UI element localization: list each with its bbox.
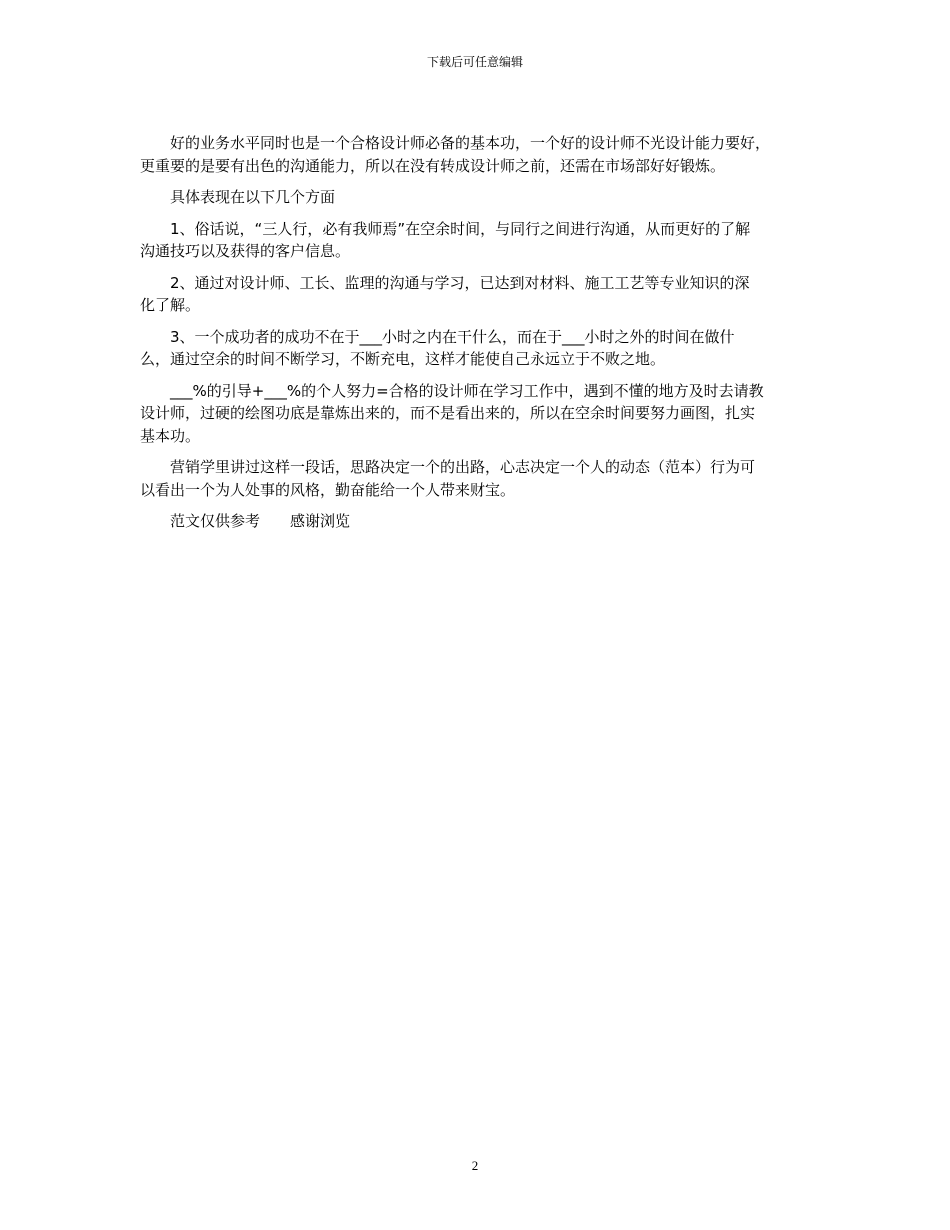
- paragraph-line: 基本功。: [140, 426, 201, 445]
- paragraph-point-1: [140, 218, 812, 263]
- paragraph-line: 么，通过空余的时间不断学习，不断充电，这样才能使自己永远立于不败之地。: [140, 350, 666, 368]
- paragraph-line: 具体表现在以下几个方面: [170, 188, 336, 206]
- paragraph-line: 设计师，过硬的绘图功底是靠炼出来的，而不是看出来的，所以在空余时间要努力画图，扎实: [140, 404, 756, 422]
- page-header: 下载后可任意编辑: [426, 55, 523, 69]
- paragraph-marketing-quote: [140, 456, 812, 501]
- paragraph-line: 营销学里讲过这样一段话，思路决定一个的出路，心志决定一个人的动态（范本）行为可: [170, 458, 756, 476]
- document-body: [140, 132, 812, 542]
- paragraph-line: 2、通过对设计师、工长、监理的沟通与学习，已达到对材料、施工工艺等专业知识的深: [170, 273, 750, 292]
- paragraph-line: 更重要的是要有出色的沟通能力，所以在没有转成设计师之前，还需在市场部好好锻炼。: [140, 156, 726, 175]
- paragraph-line: 1、俗话说，“三人行，必有我师焉”在空余时间，与同行之间进行沟通，从而更好的了解: [170, 219, 751, 238]
- page-number: 2: [471, 1158, 479, 1173]
- paragraph-basic-skills: [140, 132, 812, 177]
- closing-note-reference: 范文仅供参考: [170, 512, 261, 530]
- paragraph-guidance-effort: [140, 380, 812, 448]
- paragraph-point-3: [140, 326, 812, 371]
- paragraph-line: 沟通技巧以及获得的客户信息。: [140, 242, 351, 260]
- paragraph-line: ___%的引导+___%的个人努力=合格的设计师在学习工作中，遇到不懂的地方及时去请教: [170, 381, 764, 400]
- closing-note-thanks: 感谢浏览: [290, 512, 351, 530]
- paragraph-line: 好的业务水平同时也是一个合格设计师必备的基本功，一个好的设计师不光设计能力要好，: [170, 134, 771, 152]
- paragraph-line: 3、一个成功者的成功不在于___小时之内在干什么，而在于___小时之外的时间在做什: [170, 327, 735, 346]
- paragraph-aspects-intro: [140, 186, 812, 209]
- paragraph-line: 以看出一个为人处事的风格，勤奋能给一个人带来财宝。: [140, 480, 516, 499]
- paragraph-point-2: [140, 272, 812, 317]
- paragraph-line: 化了解。: [140, 296, 201, 314]
- closing-note: [140, 510, 812, 533]
